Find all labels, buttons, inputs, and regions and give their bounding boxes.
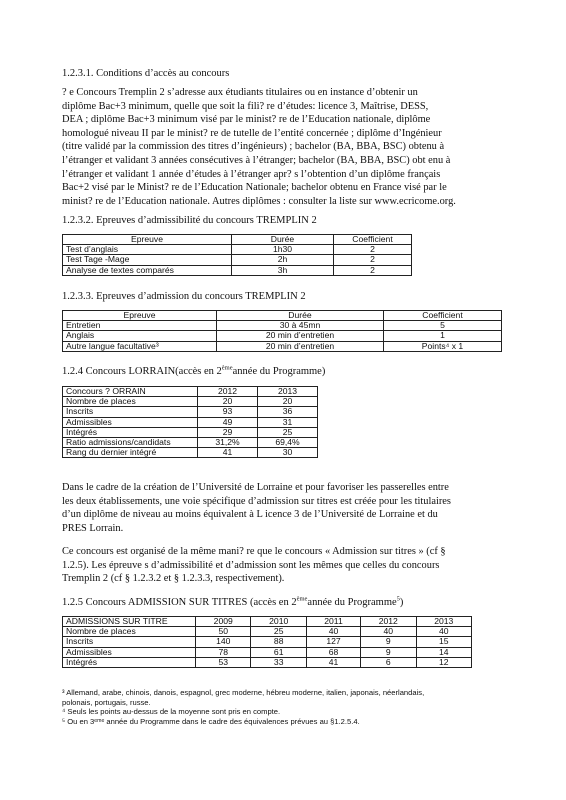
text-line: 1.2.5). Les épreuve s d’admissibilité et d’admission sont les mêmes que celles du concours	[62, 559, 440, 571]
table-row	[63, 647, 472, 657]
footnote-text: Seuls les points au-dessus de la moyenne sont pris en compte.	[65, 707, 281, 717]
footnotes	[62, 688, 502, 726]
table-cell: 2	[334, 255, 412, 265]
lorrain-paragraph	[62, 481, 502, 535]
footnote-text: polonais, portugais, russe.	[62, 697, 151, 707]
admissibilite-table	[62, 234, 412, 276]
table-cell: 127	[306, 637, 360, 647]
table-cell: 88	[251, 637, 306, 647]
text-line: DEA ; diplôme Bac+3 minimum visé par le minist? re de l’Education nationale, diplôme	[62, 114, 431, 126]
table-cell: 12	[416, 657, 471, 667]
table-row	[63, 255, 412, 265]
table-cell: 140	[196, 637, 251, 647]
text-line: ? e Concours Tremplin 2 s’adresse aux étudiants titulaires ou en instance d’obtenir un	[62, 87, 418, 98]
table-cell: 25	[251, 627, 306, 637]
text-line: Dans le cadre de la création de l’Université de Lorraine et pour favoriser les passerelles entre	[62, 482, 449, 493]
admission-sur-titres-table	[62, 616, 472, 668]
table-cell: 3h	[232, 265, 334, 275]
column-header: 2010	[251, 617, 306, 627]
heading-text: )	[399, 597, 404, 608]
table-row	[63, 438, 318, 448]
table-cell: 41	[306, 657, 360, 667]
column-header: Durée	[217, 311, 384, 321]
text-line: PRES Lorrain.	[62, 522, 124, 534]
footnote	[62, 717, 502, 727]
table-cell: 9	[361, 647, 416, 657]
column-header: Epreuve	[63, 235, 232, 245]
table-row	[63, 341, 502, 351]
section-heading-lorrain	[62, 366, 325, 377]
table-cell: Nombre de places	[63, 627, 196, 637]
table-cell: 2h	[232, 255, 334, 265]
section-heading-admission-sur-titres	[62, 597, 403, 608]
table-cell: 40	[416, 627, 471, 637]
footnote-text: Allemand, arabe, chinois, danois, espagnol, grec moderne, hébreu moderne, italien, japonais, néerlandais,	[64, 688, 425, 697]
table-header-row	[63, 311, 502, 321]
footnote	[62, 698, 502, 708]
table-cell: Nombre de places	[63, 397, 198, 407]
table-header-row	[63, 617, 472, 627]
text-line: d’un diplôme de niveau au moins équivalent à L icence 3 de l’Université de Lorraine et du	[62, 509, 438, 521]
column-header: 2009	[196, 617, 251, 627]
table-cell: Test d’anglais	[63, 245, 232, 255]
ordinal-suffix: ème	[296, 595, 308, 603]
table-cell: Inscrits	[63, 407, 198, 417]
text-line: l’étranger et validant 1 année d’études à l’étranger apr? s l’obtention d’un diplôme français	[62, 168, 441, 180]
table-row	[63, 427, 318, 437]
table-cell: 1h30	[232, 245, 334, 255]
table-cell: Anglais	[63, 331, 217, 341]
footnote-mark: ³	[62, 688, 65, 697]
table-row	[63, 321, 502, 331]
column-header: 2013	[416, 617, 471, 627]
table-cell: Entretien	[63, 321, 217, 331]
footnote-mark: ⁴	[62, 707, 66, 717]
table-cell: 93	[198, 407, 258, 417]
table-cell: 49	[198, 417, 258, 427]
table-cell: 40	[306, 627, 360, 637]
text-line: Bac+2 visé par le Minist? re de l’Education Nationale; bachelor obtenu en France visé par le	[62, 182, 447, 194]
table-cell: 6	[361, 657, 416, 667]
ordinal-suffix: ème	[221, 364, 233, 372]
table-cell: 20 min d’entretien	[217, 331, 384, 341]
table-cell: 36	[258, 407, 318, 417]
table-row	[63, 265, 412, 275]
table-cell: 41	[198, 448, 258, 458]
table-row	[63, 245, 412, 255]
text-line: Tremplin 2 (cf § 1.2.3.2 et § 1.2.3.3, respectivement).	[62, 573, 285, 585]
table-cell: 2	[334, 245, 412, 255]
table-cell: Points⁴ x 1	[384, 341, 502, 351]
organisation-paragraph	[62, 545, 502, 586]
table-cell: Ratio admissions/candidats	[63, 438, 198, 448]
table-cell: 68	[306, 647, 360, 657]
table-cell: 31	[258, 417, 318, 427]
table-row	[63, 627, 472, 637]
table-cell: 20	[198, 397, 258, 407]
table-row	[63, 331, 502, 341]
table-cell: 15	[416, 637, 471, 647]
table-row	[63, 417, 318, 427]
text-line: les deux établissements, une voie spécifique d’admission sur titres est créée pour les titulaires	[62, 495, 451, 507]
table-cell: Intégrés	[63, 427, 198, 437]
table-cell: 30	[258, 448, 318, 458]
table-row	[63, 637, 472, 647]
column-header: Coefficient	[384, 311, 502, 321]
table-cell: Analyse de textes comparés	[63, 265, 232, 275]
text-line: minist? re de l’Education nationale. Autres diplômes : consulter la liste sur www.ecricome.org.	[62, 195, 456, 207]
column-header: ADMISSIONS SUR TITRE	[63, 617, 196, 627]
table-cell: 61	[251, 647, 306, 657]
table-cell: 1	[384, 331, 502, 341]
table-cell: Autre langue facultative³	[63, 341, 217, 351]
table-header-row	[63, 235, 412, 245]
table-cell: 50	[196, 627, 251, 637]
text-line: (titre validé par la commission des titres d’ingénieurs) ; bachelor (BA, BBA, BSC) obtenu à	[62, 141, 445, 153]
heading-text: année du Programme)	[232, 366, 326, 377]
heading-text: 1.2.5 Concours ADMISSION SUR TITRES (accès en 2	[62, 597, 297, 608]
table-cell: Admissibles	[63, 647, 196, 657]
column-header: 2012	[198, 387, 258, 397]
text-line: homologué niveau II par le minist? re de tutelle de l’entité concernée ; diplôme d’Ingénieur	[62, 127, 442, 139]
table-cell: 53	[196, 657, 251, 667]
table-cell: Intégrés	[63, 657, 196, 667]
admission-table	[62, 310, 502, 352]
section-heading-conditions: 1.2.3.1. Conditions d’accès au concours	[62, 68, 230, 79]
table-cell: 2	[334, 265, 412, 275]
section-heading-admissibilite: 1.2.3.2. Epreuves d’admissibilité du concours TREMPLIN 2	[62, 215, 317, 226]
footnote-mark: ⁵	[62, 716, 66, 726]
table-row	[63, 397, 318, 407]
section-heading-admission: 1.2.3.3. Epreuves d’admission du concours TREMPLIN 2	[62, 291, 306, 302]
column-header: 2011	[306, 617, 360, 627]
table-row	[63, 448, 318, 458]
table-cell: 78	[196, 647, 251, 657]
table-cell: 29	[198, 427, 258, 437]
table-cell: 14	[416, 647, 471, 657]
table-cell: 25	[258, 427, 318, 437]
text-line: diplôme Bac+3 minimum, quelle que soit la fili? re d’études: licence 3, Maîtrise, DESS,	[62, 100, 429, 112]
column-header: Durée	[232, 235, 334, 245]
table-row	[63, 407, 318, 417]
conditions-paragraph	[62, 86, 502, 208]
footnote	[62, 707, 502, 717]
text-line: Ce concours est organisé de la même mani? re que le concours « Admission sur titres » (cf §	[62, 546, 446, 557]
text-line: l’étranger et validant 3 années consécutives à l’étranger; bachelor (BA, BBA, BSC) obt enu à	[62, 154, 451, 166]
table-cell: 69,4%	[258, 438, 318, 448]
table-cell: 20	[258, 397, 318, 407]
column-header: Concours ? ORRAIN	[63, 387, 198, 397]
footnote-ref: 5	[396, 595, 400, 603]
column-header: Coefficient	[334, 235, 412, 245]
heading-text: 1.2.4 Concours LORRAIN(accès en 2	[62, 366, 222, 377]
table-row	[63, 657, 472, 667]
table-cell: 40	[361, 627, 416, 637]
table-cell: 31,2%	[198, 438, 258, 448]
table-header-row	[63, 387, 318, 397]
column-header: Epreuve	[63, 311, 217, 321]
column-header: 2013	[258, 387, 318, 397]
lorrain-table	[62, 386, 318, 458]
table-cell: 5	[384, 321, 502, 331]
table-cell: Admissibles	[63, 417, 198, 427]
table-cell: Rang du dernier intégré	[63, 448, 198, 458]
footnote-text: Ou en 3ᵉᵐᵉ année du Programme dans le cadre des équivalences prévues au §1.2.5.4.	[65, 716, 360, 726]
table-cell: Test Tage -Mage	[63, 255, 232, 265]
table-cell: 9	[361, 637, 416, 647]
table-cell: 33	[251, 657, 306, 667]
table-cell: Inscrits	[63, 637, 196, 647]
column-header: 2012	[361, 617, 416, 627]
table-cell: 30 à 45mn	[217, 321, 384, 331]
heading-text: année du Programme	[307, 597, 397, 608]
footnote	[62, 688, 502, 698]
table-cell: 20 min d’entretien	[217, 341, 384, 351]
